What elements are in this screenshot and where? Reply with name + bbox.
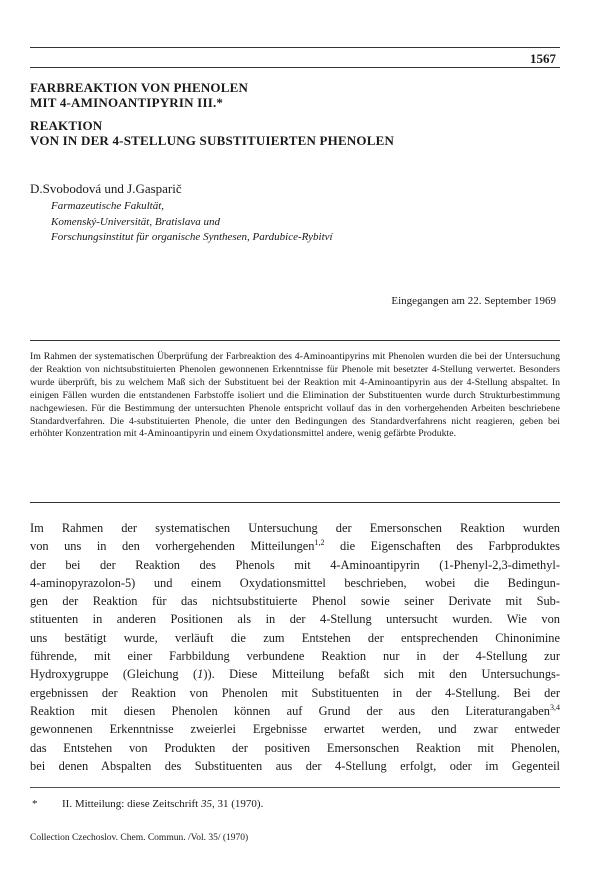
- citation-superscript: 1,2: [314, 538, 325, 548]
- footnote-mark: *: [32, 798, 38, 810]
- body-line: ergebnissen der Reaktion von Phenolen mit Substituenten in der 4-Stellung. Bei der: [30, 685, 560, 700]
- body-line: [30, 702, 560, 720]
- footnote-volume: 35,: [201, 798, 215, 810]
- article-subtitle: [30, 119, 570, 148]
- body-line: [30, 665, 560, 683]
- body-line: führende, mit einer Farbbildung verbundene Reaktion nur in der 4-Stellung zur: [30, 649, 560, 664]
- abstract-text: Im Rahmen der systematischen Überprüfung der Farbreaktion des 4-Aminoantipyrins mit Phenolen wurden die bei der Untersuchung der Reaktion von nichtsubstituierten Phenolen gewonnenen Erkenntnisse für Phenole mit besetzter 4-Stellung verwertet. Besonders wurde überprüft, bis zu welchem Maß sich der Substituent bei der Reaktion mit 4-Aminoantipyrin aus der 4-Stellung abspaltet. In einigen Fällen wurden die entstandenen Farbstoffe isoliert und die Elimination der Substituenten wurde durch Strukturbestimmung nachgewiesen. Für die Bestimmung der untersuchten Phenole entspricht vollauf das in den vorhergehenden Arbeiten beschriebene Standardverfahren. Die 4-substituierten Phenole, die unter den Bedingungen des Standardverfahrens nicht reagieren, geben bei erhöhter Konzentration mit 4-Aminoantipyrin und einem Oxydationsmittel andere, wenig gefärbte Produkte.: [30, 351, 560, 440]
- footnote: [32, 798, 263, 810]
- title-line-1: FARBREAKTION VON PHENOLEN: [30, 80, 249, 95]
- body-text: [30, 519, 560, 775]
- equation-reference: 1: [197, 667, 204, 682]
- subtitle-line-2: VON IN DER 4-STELLUNG SUBSTITUIERTEN PHENOLEN: [30, 132, 395, 148]
- body-text-run: von uns in den vorhergehenden Mitteilungen: [30, 539, 315, 554]
- abstract-box: [30, 340, 560, 503]
- body-text-run: )). Diese Mitteilung befaßt sich mit den Untersuchungs-: [203, 667, 560, 682]
- affiliation-line: Farmazeutische Fakultät,: [51, 200, 165, 212]
- subtitle-line-1: REAKTION: [30, 118, 103, 133]
- body-line: gewonnenen Erkenntnisse zweierlei Ergebnisse erwartet werden, und zwar entweder: [30, 722, 560, 737]
- body-line: uns bestätigt wurde, verläuft die zum Entstehen der entsprechenden Chinonimine: [30, 630, 560, 645]
- page-number: 1567: [530, 51, 556, 66]
- body-line: stituenten in anderen Positionen als in der 4-Stellung untersucht wurden. Wie von: [30, 612, 560, 627]
- footnote-rule: [30, 787, 560, 788]
- received-date: Eingegangen am 22. September 1969: [391, 295, 556, 307]
- affiliation-line: Forschungsinstitut für organische Synthesen, Pardubice-Rybitví: [51, 231, 333, 243]
- header-rule-top: [30, 47, 560, 48]
- body-line: [30, 537, 560, 555]
- body-line: 4-aminopyrazolon-5) und einem Oxydationsmittel beschrieben, wobei die Bedingun-: [30, 575, 560, 590]
- body-line: das Entstehen von Produkten der positiven Emersonschen Reaktion mit Phenolen,: [30, 740, 560, 755]
- body-text-run: Reaktion mit diesen Phenolen können auf Grund der aus den Literaturangaben: [30, 703, 550, 718]
- body-text-run: die Eigenschaften des Farbproduktes: [324, 539, 560, 554]
- body-line: Im Rahmen der systematischen Untersuchung der Emersonschen Reaktion wurden: [30, 521, 560, 535]
- citation-superscript: 3,4: [550, 702, 560, 712]
- footnote-text: 31 (1970).: [214, 798, 264, 810]
- body-line: bei denen Abspalten des Substituenten aus der 4-Stellung erfolgt, oder im Gegenteil: [30, 758, 560, 773]
- footnote-text: II. Mitteilung: diese Zeitschrift: [62, 798, 201, 810]
- article-title: [30, 81, 570, 148]
- journal-citation: Collection Czechoslov. Chem. Commun. /Vol. 35/ (1970): [30, 833, 249, 843]
- body-line: gen der Reaktion für das nichtsubstituierte Phenol sowie seiner Derivate mit Sub-: [30, 594, 560, 609]
- title-line-2: MIT 4-AMINOANTIPYRIN III.*: [30, 94, 224, 110]
- body-line: der bei der Reaktion des Phenols mit 4-Aminoantipyrin (1-Phenyl-2,3-dimethyl-: [30, 557, 560, 572]
- authors: D.Svobodová und J.Gasparič: [30, 181, 182, 196]
- affiliation: [51, 199, 333, 246]
- affiliation-line: Komenský-Universität, Bratislava und: [51, 215, 220, 228]
- body-text-run: Hydroxygruppe (Gleichung (: [30, 667, 198, 682]
- header-rule-bottom: [30, 67, 560, 68]
